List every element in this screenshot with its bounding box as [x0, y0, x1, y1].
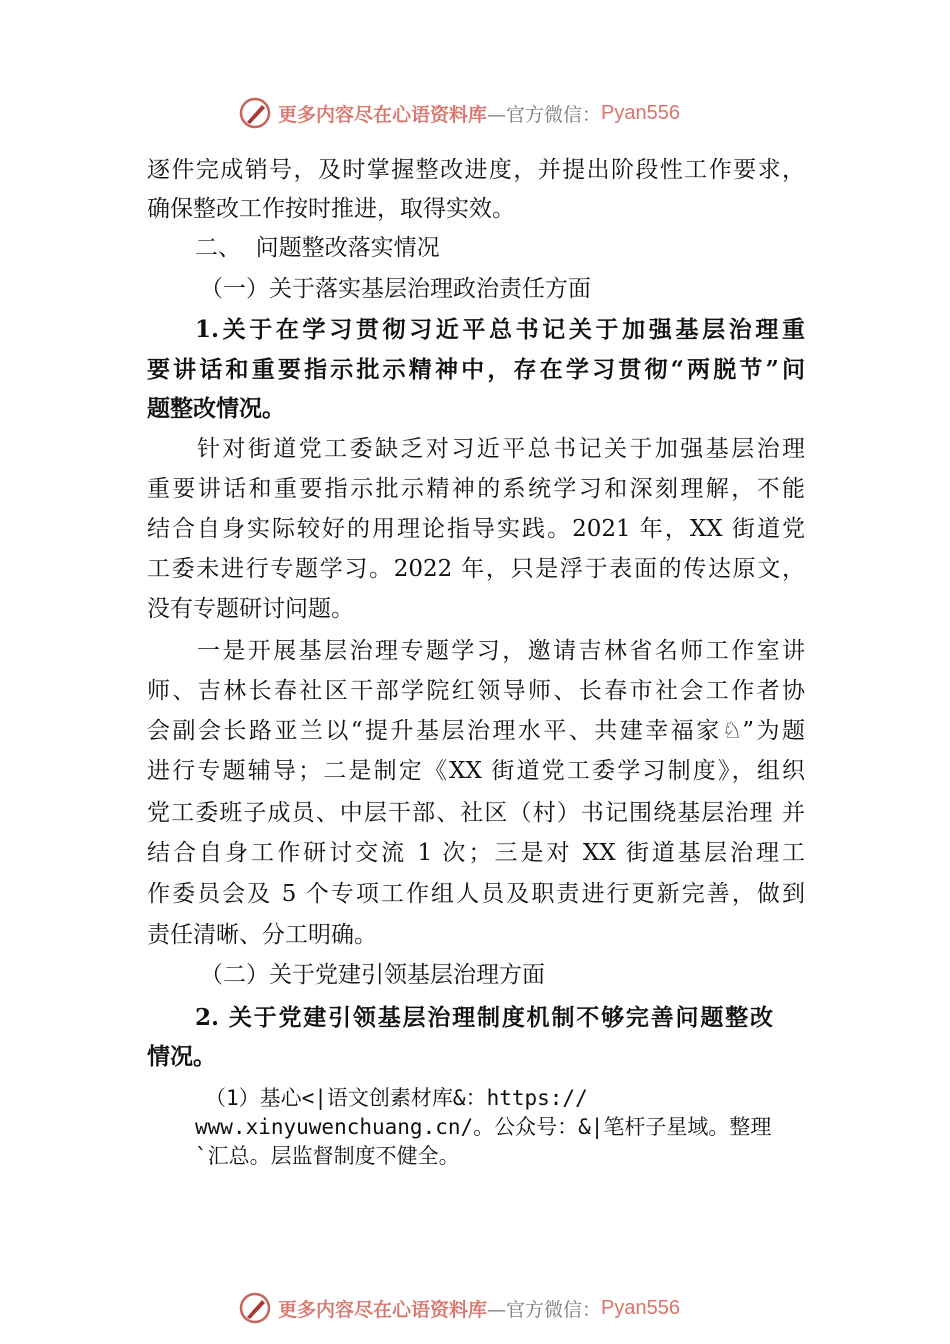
item-heading: 情况。 — [147, 1043, 216, 1070]
text-line: 针对街道党工委缺乏对习近平总书记关于加强基层治理 — [197, 436, 805, 462]
item-heading: 2. 关于党建引领基层治理制度机制不够完善问题整改 — [195, 1004, 773, 1031]
text-line: 师、吉林长春社区干部学院红领导师、长春市社会工作者协 — [147, 678, 805, 704]
text-line: 确保整改工作按时推进，取得实效。 — [147, 196, 515, 222]
text-line: 工委未进行专题学习。2022 年，只是浮于表面的传达原文， — [147, 556, 805, 582]
footer-watermark — [238, 1290, 728, 1326]
text-line: 责任清晰、分工明确。 — [147, 922, 377, 948]
item-heading: 题整改情况。 — [147, 395, 285, 422]
watermark-sep: —官方微信： — [487, 103, 602, 126]
text-line: 结合自身工作研讨交流 1 次；三是对 XX 街道基层治理工 — [147, 840, 805, 866]
text-line: （1）基心<|语文创素材库&：https:// — [205, 1086, 588, 1110]
text-line: 会副会长路亚兰以“提升基层治理水平、共建幸福家♘”为题 — [147, 718, 805, 744]
text-line: www.xinyuwenchuang.cn/。公众号：&|笔杆子星域。整理 — [195, 1115, 772, 1139]
watermark-wechat: Pyan556 — [601, 1296, 680, 1319]
text-line: 作委员会及 5 个专项工作组人员及职责进行更新完善，做到 — [147, 881, 805, 907]
item-heading: 1.关于在学习贯彻习近平总书记关于加强基层治理重 — [195, 316, 805, 343]
watermark-wechat: Pyan556 — [601, 101, 680, 124]
text-line: 逐件完成销号，及时掌握整改进度，并提出阶段性工作要求， — [147, 157, 805, 183]
pen-logo-icon — [238, 96, 272, 130]
text-line: 进行专题辅导；二是制定《XX 街道党工委学习制度》，组织 — [147, 758, 805, 784]
subsection-heading: （二）关于党建引领基层治理方面 — [200, 962, 545, 988]
watermark-sep: —官方微信： — [487, 1298, 602, 1321]
text-line: 没有专题研讨问题。 — [147, 596, 354, 622]
pen-logo-icon — [238, 1291, 272, 1325]
text-line: 党工委班子成员、中层干部、社区（村）书记围绕基层治理 并 — [147, 800, 805, 826]
text-line: 重要讲话和重要指示批示精神的系统学习和深刻理解，不能 — [147, 476, 805, 502]
watermark-brand: 更多内容尽在心语资料库 — [278, 1298, 488, 1321]
text-line: 一是开展基层治理专题学习，邀请吉林省名师工作室讲 — [197, 638, 805, 664]
section-heading: 二、 问题整改落实情况 — [195, 235, 440, 261]
text-line: `汇总。层监督制度不健全。 — [195, 1144, 460, 1168]
text-line: 结合自身实际较好的用理论指导实践。2021 年，XX 街道党 — [147, 516, 805, 542]
watermark-brand: 更多内容尽在心语资料库 — [278, 103, 488, 126]
item-heading: 要讲话和重要指示批示精神中，存在学习贯彻“两脱节”问 — [147, 356, 805, 383]
subsection-heading: （一）关于落实基层治理政治责任方面 — [200, 276, 591, 302]
header-watermark — [238, 95, 728, 131]
